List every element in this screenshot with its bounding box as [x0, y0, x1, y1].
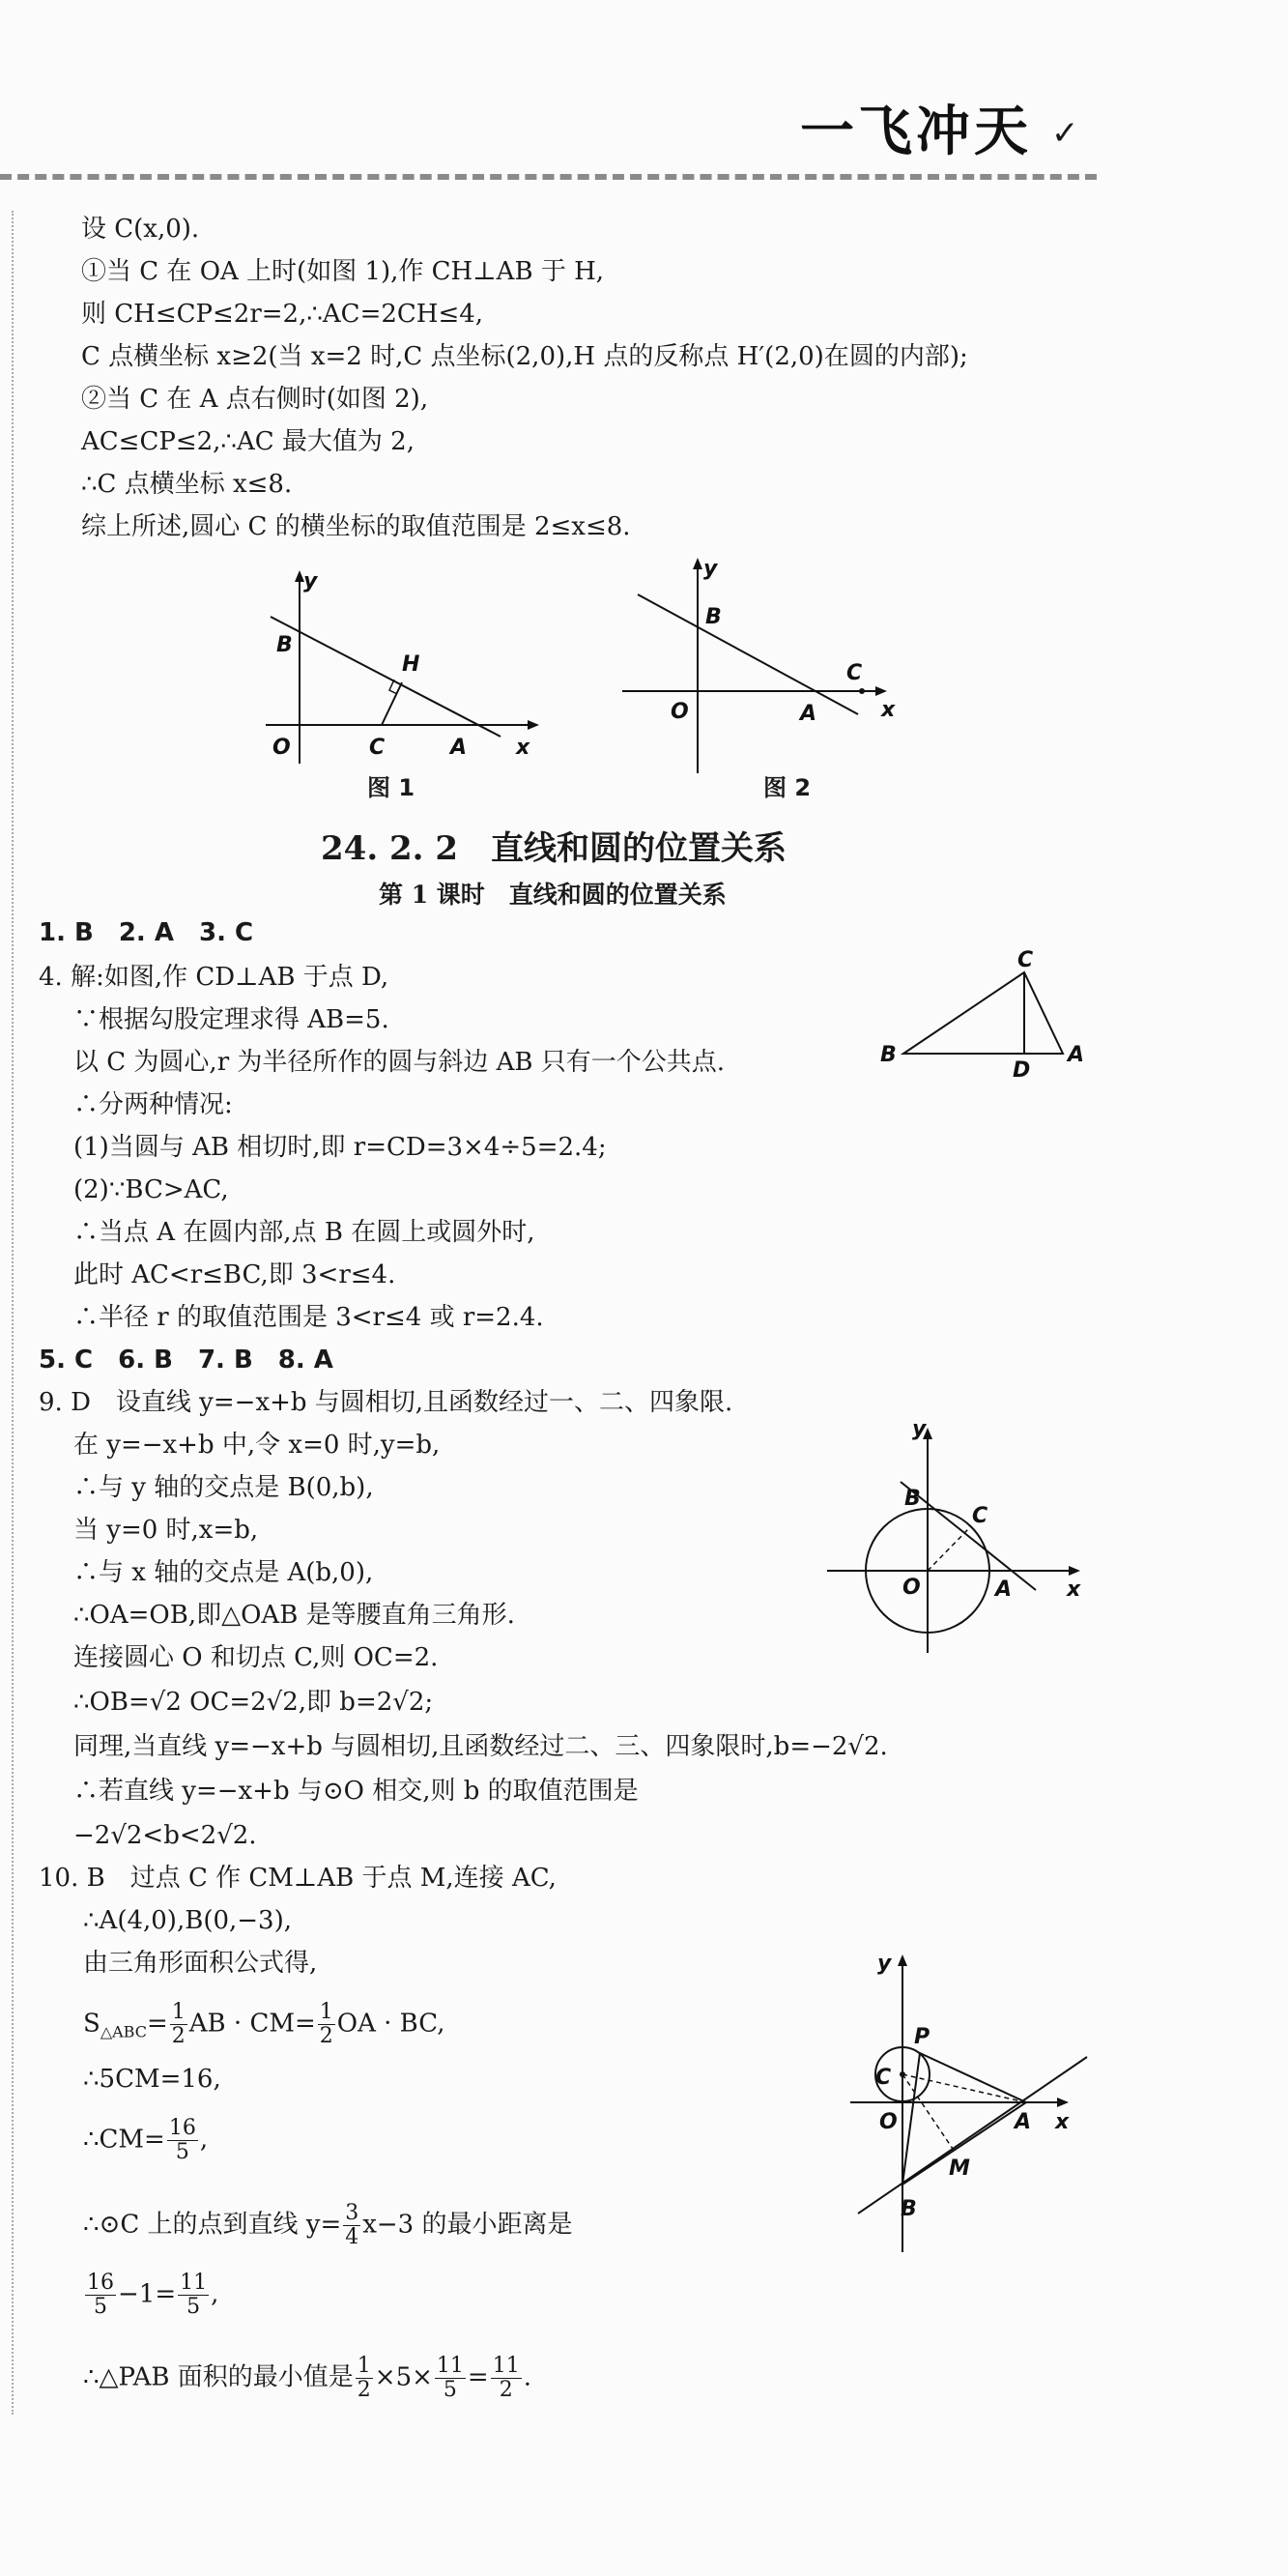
point-label-B: B [880, 1043, 897, 1067]
fraction [491, 2355, 522, 2402]
figure-q10 [841, 1943, 1102, 2262]
fraction-denominator: 5 [175, 2140, 189, 2164]
origin-label: O [671, 700, 689, 724]
figure-q9-circle [821, 1416, 1102, 1658]
answer-line: 1. B 2. A 3. C [39, 918, 254, 947]
text-line: ∴与 x 轴的交点是 A(b,0), [73, 1558, 374, 1587]
point-label-A: A [1068, 1043, 1085, 1067]
point-label-A: A [450, 736, 468, 760]
formula-end: OA · BC, [336, 2009, 445, 2039]
formula-text: ×5× [374, 2362, 433, 2392]
text-line: ①当 C 在 OA 上时(如图 1),作 CH⊥AB 于 H, [81, 257, 605, 286]
axis-label-y: y [303, 570, 318, 593]
text-line: ∴分两种情况: [73, 1090, 233, 1119]
text-line: ∴与 y 轴的交点是 B(0,b), [73, 1473, 374, 1502]
fraction-denominator: 2 [171, 2024, 186, 2048]
text-line: 同理,当直线 y=−x+b 与圆相切,且函数经过二、三、四象限时,b=−2√2. [73, 1732, 888, 1761]
text-line: 以 C 为圆心,r 为半径所作的圆与斜边 AB 只有一个公共点. [73, 1048, 726, 1077]
fraction-denominator: 2 [357, 2378, 371, 2402]
point-label-B: B [904, 1487, 921, 1511]
axis-label-x: x [1067, 1577, 1081, 1602]
fraction [85, 2272, 116, 2319]
formula-line-area [83, 2001, 444, 2049]
point-label-A: A [1015, 2110, 1032, 2134]
fraction [343, 2202, 360, 2249]
point-label-B: B [705, 605, 722, 629]
formula-text: ∴CM= [83, 2125, 165, 2155]
text-line: 设 C(x,0). [81, 215, 200, 244]
fraction-half [170, 2001, 187, 2048]
answer-line: 5. C 6. B 7. B 8. A [39, 1346, 333, 1375]
axis-label-x: x [881, 698, 896, 722]
formula-line-cm [83, 2117, 208, 2164]
text-line: ∴半径 r 的取值范围是 3<r≤4 或 r=2.4. [73, 1303, 544, 1332]
point-label-B: B [276, 633, 293, 657]
figure-1-caption: 图 1 [367, 774, 415, 801]
text-line: ∴A(4,0),B(0,−3), [83, 1906, 293, 1935]
text-line: ∴当点 A 在圆内部,点 B 在圆上或圆外时, [73, 1218, 535, 1247]
fraction-half [318, 2001, 335, 2048]
fraction-numerator: 3 [345, 2201, 359, 2225]
text-line: ②当 C 在 A 点右侧时(如图 2), [81, 385, 429, 414]
formula-line-result [83, 2272, 218, 2319]
text-line: 10. B 过点 C 作 CM⊥AB 于点 M,连接 AC, [39, 1864, 557, 1893]
text-line: 综上所述,圆心 C 的横坐标的取值范围是 2≤x≤8. [81, 512, 631, 541]
fraction-denominator: 4 [345, 2225, 359, 2249]
formula-text: −1= [118, 2279, 177, 2309]
equals-sign: = [146, 2009, 168, 2039]
point-label-C: C [875, 2066, 892, 2090]
fraction-numerator: 11 [436, 2354, 464, 2378]
text-line: 9. D 设直线 y=−x+b 与圆相切,且函数经过一、二、四象限. [39, 1388, 733, 1417]
text-line: ∴C 点横坐标 x≤8. [81, 470, 293, 499]
section-title: 24. 2. 2 直线和圆的位置关系 [321, 829, 787, 868]
fraction-numerator: 11 [492, 2354, 520, 2378]
text-line: ∴OB=√2 OC=2√2,即 b=2√2; [73, 1688, 434, 1717]
origin-label: O [879, 2110, 898, 2134]
point-label-A: A [995, 1577, 1013, 1602]
fraction [435, 2355, 466, 2402]
fraction-denominator: 5 [443, 2378, 457, 2402]
figure-2 [618, 556, 908, 778]
area-subscript: △ABC [100, 2022, 147, 2041]
fraction-denominator: 5 [94, 2295, 107, 2319]
fraction-numerator: 1 [319, 2000, 333, 2024]
figure-q4-triangle [874, 947, 1097, 1083]
axis-label-y: y [877, 1952, 892, 1976]
fraction [167, 2117, 198, 2164]
formula-text: , [211, 2279, 219, 2309]
point-label-D: D [1013, 1058, 1031, 1083]
text-line: 在 y=−x+b 中,令 x=0 时,y=b, [73, 1431, 441, 1460]
axis-label-x: x [1055, 2110, 1070, 2134]
point-label-M: M [949, 2156, 970, 2181]
text-line: 则 CH≤CP≤2r=2,∴AC=2CH≤4, [81, 300, 484, 329]
formula-text: . [523, 2362, 531, 2392]
origin-label: O [272, 736, 291, 760]
text-line: AC≤CP≤2,∴AC 最大值为 2, [81, 427, 415, 456]
fraction-denominator: 5 [186, 2295, 201, 2319]
fraction-numerator: 11 [180, 2271, 208, 2295]
brand-text: 一飞冲天 [800, 101, 1032, 163]
text-line: 当 y=0 时,x=b, [73, 1516, 259, 1545]
fraction-numerator: 1 [357, 2354, 371, 2378]
formula-line-distance [83, 2202, 573, 2249]
formula-line-area-min [83, 2355, 531, 2402]
area-symbol: S [83, 2009, 100, 2039]
formula-text: ∴△PAB 面积的最小值是 [83, 2362, 354, 2392]
point-label-B: B [901, 2197, 917, 2221]
point-label-C: C [846, 661, 863, 685]
text-line: 4. 解:如图,作 CD⊥AB 于点 D, [39, 963, 389, 992]
text-line: 连接圆心 O 和切点 C,则 OC=2. [73, 1643, 439, 1672]
formula-middle: AB · CM= [188, 2009, 316, 2039]
fraction [178, 2272, 209, 2319]
point-label-H: H [402, 652, 420, 677]
formula-text: x−3 的最小距离是 [362, 2210, 573, 2240]
text-line: ∵根据勾股定理求得 AB=5. [73, 1005, 389, 1034]
point-label-A: A [800, 702, 817, 726]
origin-label: O [902, 1576, 921, 1600]
fraction-numerator: 16 [87, 2271, 114, 2295]
text-line: C 点横坐标 x≥2(当 x=2 时,C 点坐标(2,0),H 点的反称点 H′(2,0)在圆的内部); [81, 342, 968, 371]
axis-label-y: y [703, 557, 718, 581]
fraction-denominator: 2 [319, 2024, 333, 2048]
point-label-C: C [369, 736, 386, 760]
point-label-C: C [972, 1504, 988, 1528]
text-line: (2)∵BC>AC, [73, 1175, 229, 1204]
text-line: ∴OA=OB,即△OAB 是等腰直角三角形. [73, 1601, 515, 1630]
formula-text: ∴⊙C 上的点到直线 y= [83, 2210, 342, 2240]
text-line: 此时 AC<r≤BC,即 3<r≤4. [73, 1260, 396, 1289]
figure-2-caption: 图 2 [763, 774, 812, 801]
text-line: 由三角形面积公式得, [83, 1949, 318, 1978]
equals-sign: = [467, 2362, 489, 2392]
fraction-half [356, 2355, 373, 2402]
text-line: ∴若直线 y=−x+b 与⊙O 相交,则 b 的取值范围是 [73, 1777, 639, 1806]
fraction-denominator: 2 [499, 2378, 513, 2402]
header-dashed-rule [0, 174, 1097, 180]
text-line: −2√2<b<2√2. [73, 1821, 257, 1850]
fraction-numerator: 1 [171, 2000, 186, 2024]
check-icon: ✓ [1051, 114, 1079, 153]
axis-label-x: x [516, 736, 530, 760]
axis-label-y: y [912, 1417, 927, 1441]
text-line: ∴5CM=16, [83, 2065, 221, 2094]
formula-text: , [199, 2125, 209, 2155]
text-line: (1)当圆与 AB 相切时,即 r=CD=3×4÷5=2.4; [73, 1133, 607, 1162]
fraction-numerator: 16 [168, 2116, 196, 2140]
section-subtitle: 第 1 课时 直线和圆的位置关系 [379, 881, 727, 909]
point-label-C: C [1017, 948, 1034, 972]
figure-1 [261, 570, 551, 773]
point-label-P: P [914, 2025, 930, 2049]
margin-dotted-rule [12, 211, 14, 2415]
